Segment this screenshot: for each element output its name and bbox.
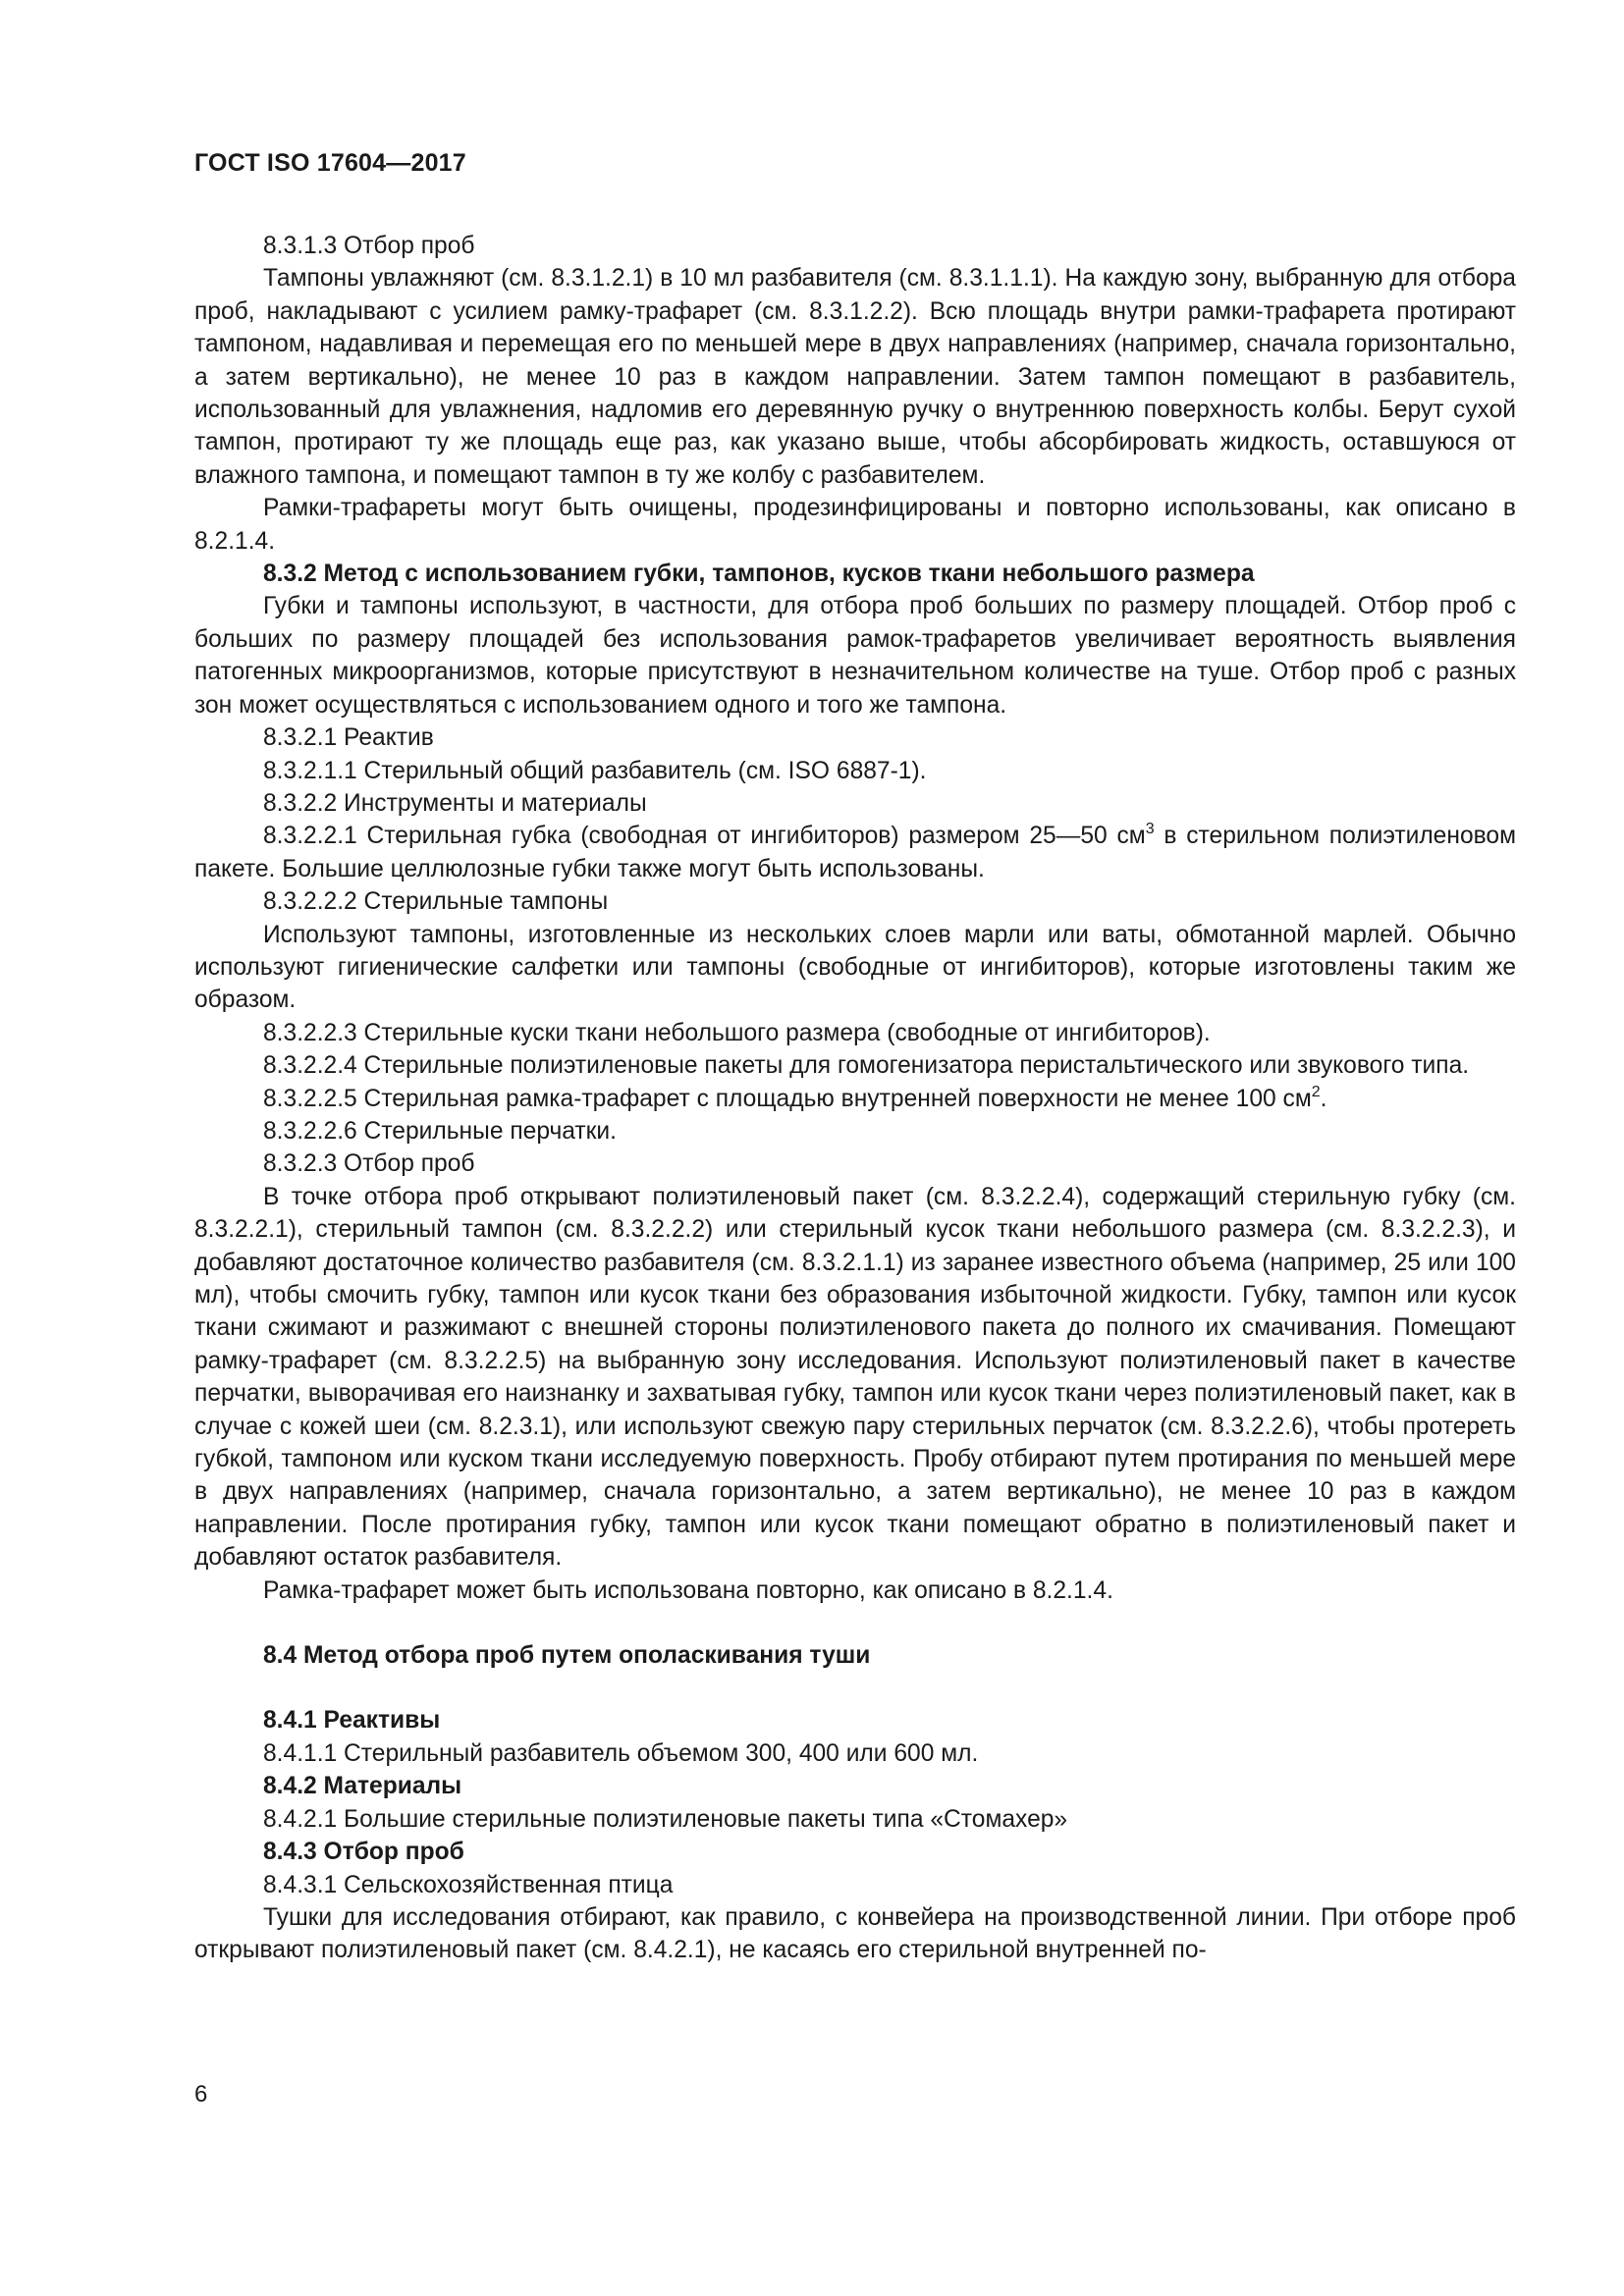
paragraph: 8.4.1.1 Стерильный разбавитель объемом 300, 400 или 600 мл. (263, 1739, 979, 1767)
paragraph-text: в стерильном полиэтиленовом пакете. Большие целлюлозные губки также могут быть использованы. (194, 823, 1516, 882)
paragraph: Губки и тампоны используют, в частности, для отбора проб больших по размеру площадей. Отбор проб с больших по размеру площадей без использования рамок-трафаретов увеличивает вероятность выявления патогенных микроорганизмов, которые присутствуют в незначительном количестве на туше. Отбор проб с разных зон может осуществляться с использованием одного и того же тампона. (194, 593, 1516, 719)
paragraph: 8.3.2.1 Реактив (263, 724, 434, 752)
paragraph: 8.3.2.2.6 Стерильные перчатки. (263, 1117, 618, 1145)
section-heading: 8.3.2 Метод с использованием губки, тампонов, кусков ткани небольшого размера (263, 561, 1255, 588)
superscript-2: 2 (1311, 1083, 1321, 1100)
paragraph-text: 8.3.2.2.5 Стерильная рамка-трафарет с площадью внутренней поверхности не менее 100 см (263, 1085, 1312, 1112)
paragraph: В точке отбора проб открывают полиэтиленовый пакет (см. 8.3.2.2.4), содержащий стерильную губку (см. 8.3.2.2.1), стерильный тампон (см. 8.3.2.2.2) или стерильный кусок ткани небольшого размера (см. 8.3.2.2.3), и добавляют достаточное количество разбавителя (см. 8.3.2.1.1) из заранее известного объема (например, 25 или 100 мл), чтобы смочить губку, тампон или кусок ткани без образования избыточной жидкости. Губку, тампон или кусок ткани сжимают и разжимают с внешней стороны полиэтиленового пакета до полного их смачивания. Помещают рамку-трафарет (см. 8.3.2.2.5) на выбранную зону исследования. Используют полиэтиленовый пакет в качестве перчатки, выворачивая его наизнанку и захватывая губку, тампон или кусок ткани через полиэтиленовый пакет, как в случае с кожей шеи (см. 8.2.3.1), или используют свежую пару стерильных перчаток (см. 8.3.2.2.6), чтобы протереть губкой, тампоном или куском ткани исследуемую поверхность. Пробу отбирают путем протирания по меньшей мере в двух направлениях (например, сначала горизонтально, а затем вертикально), не менее 10 раз в каждом направлении. После протирания губку, тампон или кусок ткани помещают обратно в полиэтиленовый пакет и добавляют остаток разбавителя. (194, 1183, 1516, 1572)
subsection-heading: 8.4.3 Отбор проб (263, 1839, 464, 1866)
paragraph: Рамка-трафарет может быть использована повторно, как описано в 8.2.1.4. (263, 1576, 1113, 1604)
paragraph: 8.3.2.2.3 Стерильные куски ткани небольшого размера (свободные от ингибиторов). (263, 1019, 1211, 1046)
paragraph: 8.4.3.1 Сельскохозяйственная птица (263, 1871, 674, 1898)
paragraph: Тушки для исследования отбирают, как правило, с конвейера на производственной линии. При отборе проб открывают полиэтиленовый пакет (см. 8.4.2.1), не касаясь его стерильной внутренней по- (194, 1903, 1516, 1964)
subsection-heading: 8.4.2 Материалы (263, 1773, 462, 1800)
paragraph-text: 8.3.2.2.1 Стерильная губка (свободная от ингибиторов) размером 25—50 см (263, 823, 1146, 850)
paragraph-with-superscript (194, 820, 1516, 885)
paragraph: 8.3.2.1.1 Стерильный общий разбавитель (см. ISO 6887-1). (263, 757, 927, 784)
superscript-3: 3 (1145, 821, 1155, 838)
paragraph: 8.3.2.2 Инструменты и материалы (263, 789, 647, 817)
paragraph: 8.3.2.3 Отбор проб (263, 1150, 475, 1178)
page-number: 6 (194, 2081, 208, 2108)
paragraph: 8.4.2.1 Большие стерильные полиэтиленовые пакеты типа «Стомахер» (263, 1805, 1068, 1833)
document-body (194, 230, 1516, 1967)
paragraph: 8.3.1.3 Отбор проб (263, 233, 475, 259)
document-header: ГОСТ ISO 17604—2017 (194, 149, 466, 177)
paragraph: Рамки-трафареты могут быть очищены, продезинфицированы и повторно использованы, как описано в 8.2.1.4. (194, 495, 1516, 555)
paragraph: 8.3.2.2.2 Стерильные тампоны (263, 888, 609, 916)
subsection-heading: 8.4.1 Реактивы (263, 1707, 441, 1735)
paragraph: 8.3.2.2.4 Стерильные полиэтиленовые пакеты для гомогенизатора перистальтического или звукового типа. (263, 1052, 1470, 1080)
paragraph-text: . (1320, 1085, 1327, 1112)
section-heading: 8.4 Метод отбора проб путем ополаскивания туши (263, 1642, 871, 1670)
paragraph: Тампоны увлажняют (см. 8.3.1.2.1) в 10 мл разбавителя (см. 8.3.1.1.1). На каждую зону, выбранную для отбора проб, накладывают с усилием рамку-трафарет (см. 8.3.1.2.2). Всю площадь внутри рамки-трафарета протирают тампоном, надавливая и перемещая его по меньшей мере в двух направлениях (например, сначала горизонтально, а затем вертикально), не менее 10 раз в каждом направлении. Затем тампон помещают в разбавитель, использованный для увлажнения, надломив его деревянную ручку о внутреннюю поверхность колбы. Берут сухой тампон, протирают ту же площадь еще раз, как указано выше, чтобы абсорбировать жидкость, оставшуюся от влажного тампона, и помещают тампон в ту же колбу с разбавителем. (194, 265, 1516, 489)
paragraph-with-superscript (194, 1083, 1516, 1115)
paragraph: Используют тампоны, изготовленные из нескольких слоев марли или ваты, обмотанной марлей. Обычно используют гигиенические салфетки или тампоны (свободные от ингибиторов), которые изготовлены таким же образом. (194, 921, 1516, 1014)
